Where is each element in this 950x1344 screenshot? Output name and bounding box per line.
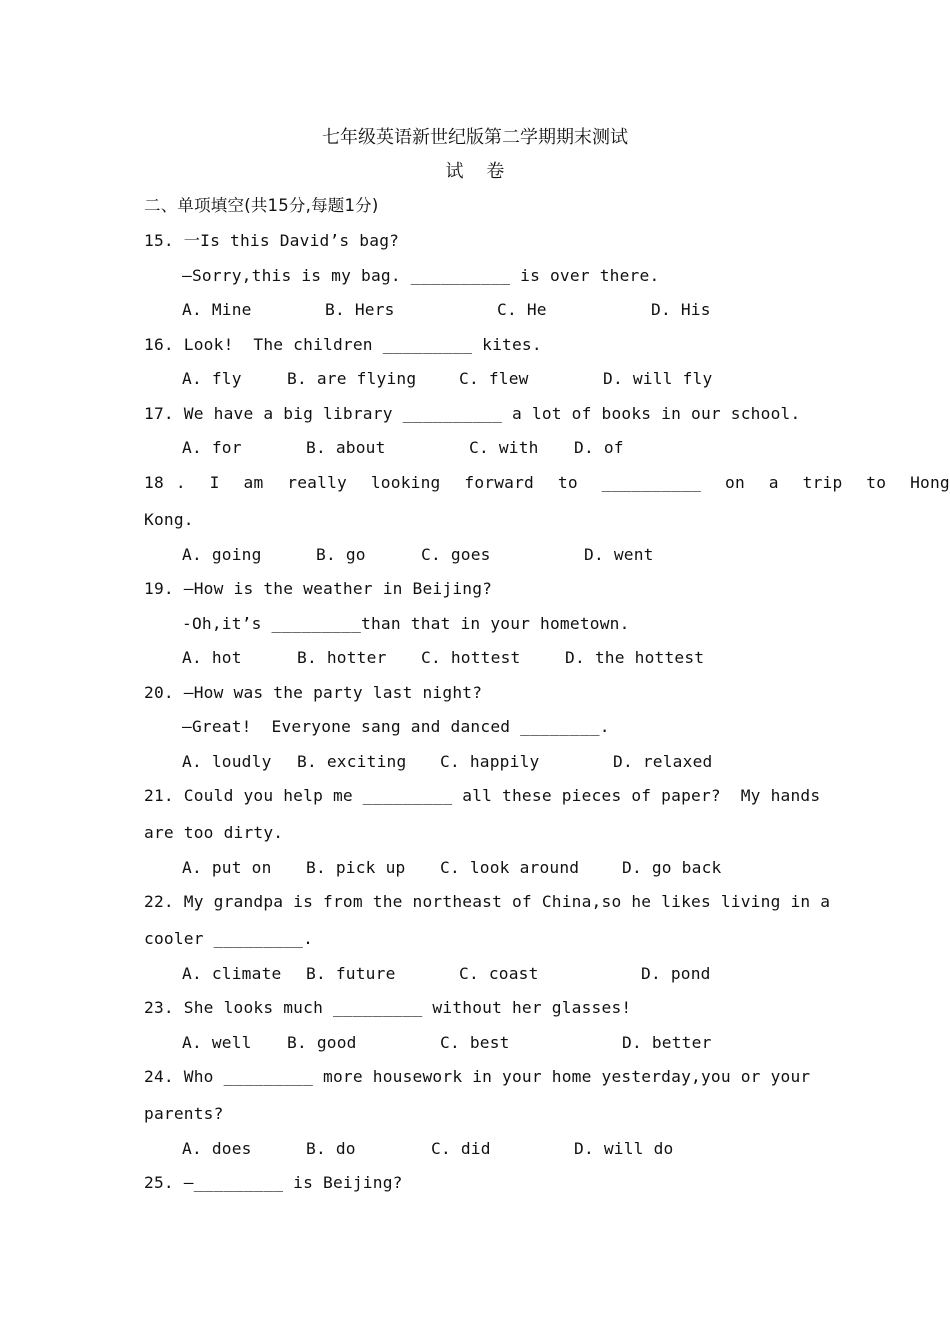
question-22-option-c: C. coast [459,964,539,983]
question-24-option-b: B. do [306,1139,356,1158]
question-23-option-d: D. better [622,1033,712,1052]
question-18-option-c: C. goes [421,545,491,564]
question-17-option-b: B. about [306,438,386,457]
question-19-stem: 19. —How is the weather in Beijing? [144,579,493,598]
question-17-option-a: A. for [182,438,242,457]
question-20-stem: 20. —How was the party last night? [144,683,483,702]
question-24-continuation: parents? [144,1104,224,1123]
question-15-stem: 15. 一Is this David’s bag? [144,231,400,250]
question-22-option-b: B. future [306,964,396,983]
question-18-option-b: B. go [316,545,366,564]
question-21-option-c: C. look around [440,858,580,877]
question-21-continuation: are too dirty. [144,823,284,842]
question-21-stem: 21. Could you help me _________ all these pieces of paper? My hands [144,786,821,805]
question-24-option-d: D. will do [574,1139,674,1158]
question-19-option-d: D. the hottest [565,648,705,667]
question-21-option-a: A. put on [182,858,272,877]
question-24-stem: 24. Who _________ more housework in your home yesterday,you or your [144,1067,811,1086]
question-15-option-c: C. He [497,300,547,319]
question-16-option-b: B. are flying [287,369,417,388]
question-22-option-a: A. climate [182,964,282,983]
exam-title: 七年级英语新世纪版第二学期期末测试 [322,127,628,148]
question-16-option-d: D. will fly [603,369,713,388]
question-23-stem: 23. She looks much _________ without her glasses! [144,998,632,1017]
exam-subtitle: 试 卷 [445,161,505,182]
question-20-option-d: D. relaxed [613,752,713,771]
question-18-stem: 18 . I am really looking forward to __________ on a trip to Hong [144,473,950,492]
question-20-reply: —Great! Everyone sang and danced ________. [182,717,610,736]
question-22-option-d: D. pond [641,964,711,983]
question-20-option-b: B. exciting [297,752,407,771]
question-23-option-a: A. well [182,1033,252,1052]
question-17-option-c: C. with [469,438,539,457]
question-18-option-d: D. went [584,545,654,564]
question-18-option-a: A. going [182,545,262,564]
question-19-option-a: A. hot [182,648,242,667]
question-24-option-c: C. did [431,1139,491,1158]
question-25-stem: 25. —_________ is Beijing? [144,1173,403,1192]
question-23-option-b: B. good [287,1033,357,1052]
question-22-continuation: cooler _________. [144,929,314,948]
question-15-option-d: D. His [651,300,711,319]
question-17-option-d: D. of [574,438,624,457]
question-16-option-a: A. fly [182,369,242,388]
question-16-option-c: C. flew [459,369,529,388]
section-heading: 二、单项填空(共15分,每题1分) [144,196,379,215]
question-20-option-a: A. loudly [182,752,272,771]
question-20-option-c: C. happily [440,752,540,771]
question-19-option-c: C. hottest [421,648,521,667]
question-22-stem: 22. My grandpa is from the northeast of China,so he likes living in a [144,892,831,911]
question-15-option-b: B. Hers [325,300,395,319]
question-15-option-a: A. Mine [182,300,252,319]
question-17-stem: 17. We have a big library __________ a lot of books in our school. [144,404,801,423]
question-19-reply: -Oh,it’s _________than that in your hometown. [182,614,630,633]
question-19-option-b: B. hotter [297,648,387,667]
question-23-option-c: C. best [440,1033,510,1052]
question-24-option-a: A. does [182,1139,252,1158]
question-18-continuation: Kong. [144,510,194,529]
question-15-reply: —Sorry,this is my bag. __________ is over there. [182,266,660,285]
question-21-option-d: D. go back [622,858,722,877]
question-16-stem: 16. Look! The children _________ kites. [144,335,542,354]
question-21-option-b: B. pick up [306,858,406,877]
